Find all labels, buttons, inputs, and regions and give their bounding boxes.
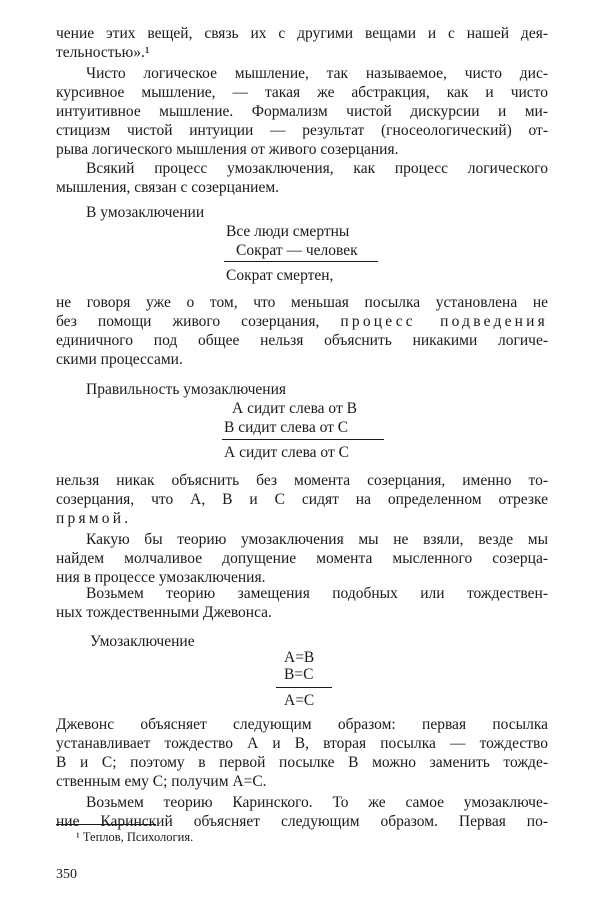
text-line: курсивное мышление, — такая же абстракция, как и чисто — [56, 84, 548, 101]
page-number: 350 — [56, 867, 77, 882]
text-line: чение этих вещей, связь их с другими вещами и с нашей дея- — [56, 25, 548, 42]
text-line: Какую бы теорию умозаключения мы не взяли, везде мы — [86, 531, 548, 548]
syllogism-2-lead: Правильность умозаключения — [86, 381, 287, 398]
syllogism-2-premise-2: В сидит слева от С — [224, 419, 349, 436]
text-line: устанавливает тождество А и В, вторая посылка — тождество — [56, 735, 548, 752]
syllogism-3-conclusion: А=С — [284, 692, 315, 709]
footnote-separator — [56, 824, 156, 825]
syllogism-1-conclusion: Сократ смертен, — [226, 267, 334, 284]
syllogism-2-conclusion: А сидит слева от С — [224, 444, 349, 461]
text-line: стицизм чистой интуиции — результат (гносеологический) от- — [56, 122, 548, 139]
text-line: Джевонс объясняет следующим образом: первая посылка — [56, 716, 548, 733]
syllogism-2-premise-1: А сидит слева от В — [232, 400, 357, 417]
text-line: рыва логического мышления от живого созерцания. — [56, 141, 399, 158]
syllogism-3-lead: Умозаключение — [90, 633, 195, 650]
syllogism-3-premise-2: В=С — [284, 666, 314, 683]
text-line: Всякий процесс умозаключения, как процесс логического — [86, 160, 548, 177]
text-line: В и С; поэтому в первой посылке В можно заменить тожде- — [56, 754, 548, 771]
text-line: скими процессами. — [56, 351, 183, 368]
text-line: ния в процессе умозаключения. — [56, 569, 266, 586]
syllogism-1-premise-1: Все люди смертны — [226, 223, 350, 240]
syllogism-3-rule — [276, 687, 332, 688]
syllogism-2-rule — [222, 439, 384, 440]
text-line: Возьмем теорию замещения подобных или тождествен- — [86, 585, 548, 602]
text-line: не говоря уже о том, что меньшая посылка установлена не — [56, 294, 548, 311]
text-span: без помощи живого созерцания, — [56, 313, 320, 330]
text-line: созерцания, что А, В и С сидят на определенном отрезке — [56, 491, 548, 508]
syllogism-3-premise-1: А=В — [284, 649, 315, 666]
text-line: Чисто логическое мышление, так называемое, чисто дис- — [86, 65, 548, 82]
syllogism-1-premise-2: Сократ — человек — [236, 242, 358, 259]
text-line: ственным ему С; получим А=С. — [56, 773, 267, 790]
text-line: тельностью».¹ — [56, 44, 150, 61]
footnote: ¹ Теплов, Психология. — [76, 830, 194, 844]
spaced-emphasis: прямой. — [56, 510, 132, 527]
text-line: ных тождественными Джевонса. — [56, 604, 272, 621]
spaced-emphasis: процесс подведения — [340, 313, 548, 330]
text-line: найдем молчаливое допущение момента мысленного созерца- — [56, 550, 548, 567]
text-line: ние Каринский объясняет следующим образом. Первая по- — [56, 813, 548, 830]
text-line — [56, 312, 548, 331]
text-line: нельзя никак объяснить без момента созерцания, именно то- — [56, 472, 548, 489]
text-line: мышления, связан с созерцанием. — [56, 179, 280, 196]
syllogism-1-rule — [224, 261, 378, 262]
syllogism-1-lead: В умозаключении — [86, 204, 205, 221]
text-line: Возьмем теорию Каринского. То же самое умозаключе- — [86, 794, 548, 811]
text-line: единичного под общее нельзя объяснить никакими логиче- — [56, 332, 548, 349]
text-line: интуитивное мышление. Формализм чистой дискурсии и ми- — [56, 103, 548, 120]
